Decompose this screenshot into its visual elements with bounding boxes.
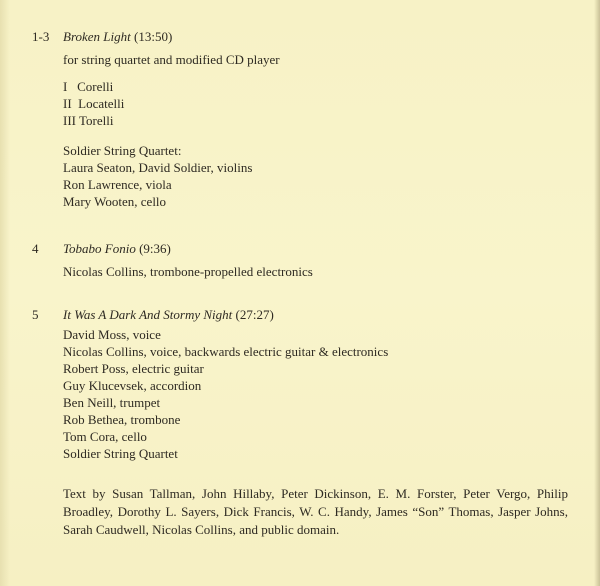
movement-item: III Torelli <box>63 113 114 128</box>
track-title: It Was A Dark And Stormy Night <box>63 307 233 322</box>
track-title: Broken Light <box>63 29 131 44</box>
performer-line: David Moss, voice <box>63 327 161 342</box>
performer-line: Mary Wooten, cello <box>63 194 167 209</box>
track-duration: (9:36) <box>139 241 171 256</box>
performer-line: Guy Klucevsek, accordion <box>63 378 202 393</box>
track-number: 5 <box>32 307 39 322</box>
ensemble-heading: Soldier String Quartet: <box>63 143 182 158</box>
performer-line: Robert Poss, electric guitar <box>63 361 204 376</box>
page-edge-shadow-left <box>0 0 10 586</box>
movement-item: I Corelli <box>63 79 114 94</box>
performer-line: Ron Lawrence, viola <box>63 177 172 192</box>
track-duration: (27:27) <box>235 307 274 322</box>
track-number: 4 <box>32 241 39 256</box>
performer-line: Tom Cora, cello <box>63 429 147 444</box>
performer-line: Soldier String Quartet <box>63 446 178 461</box>
performer-line: Nicolas Collins, voice, backwards electric guitar & electronics <box>63 344 389 359</box>
text-credit-paragraph: Text by Susan Tallman, John Hillaby, Peter Dickinson, E. M. Forster, Peter Vergo, Philip Broadley, Dorothy L. Sayers, Dick Francis, W. C. Handy, James “Son” Thomas, Jasper Johns, Sarah Caudwell, Nicolas Collins, and public domain. <box>63 486 568 537</box>
performer-line: Ben Neill, trumpet <box>63 395 161 410</box>
track-heading <box>63 28 172 45</box>
page-edge-shadow-right <box>594 0 600 586</box>
track-number: 1-3 <box>32 29 50 44</box>
performer-line: Rob Bethea, trombone <box>63 412 181 427</box>
track-subtitle: for string quartet and modified CD player <box>63 52 280 67</box>
movement-item: II Locatelli <box>63 96 125 111</box>
performer-line: Nicolas Collins, trombone-propelled electronics <box>63 264 313 279</box>
track-heading <box>63 240 171 257</box>
track-title: Tobabo Fonio <box>63 241 136 256</box>
track-heading <box>63 306 274 323</box>
track-duration: (13:50) <box>134 29 173 44</box>
performer-line: Laura Seaton, David Soldier, violins <box>63 160 253 175</box>
